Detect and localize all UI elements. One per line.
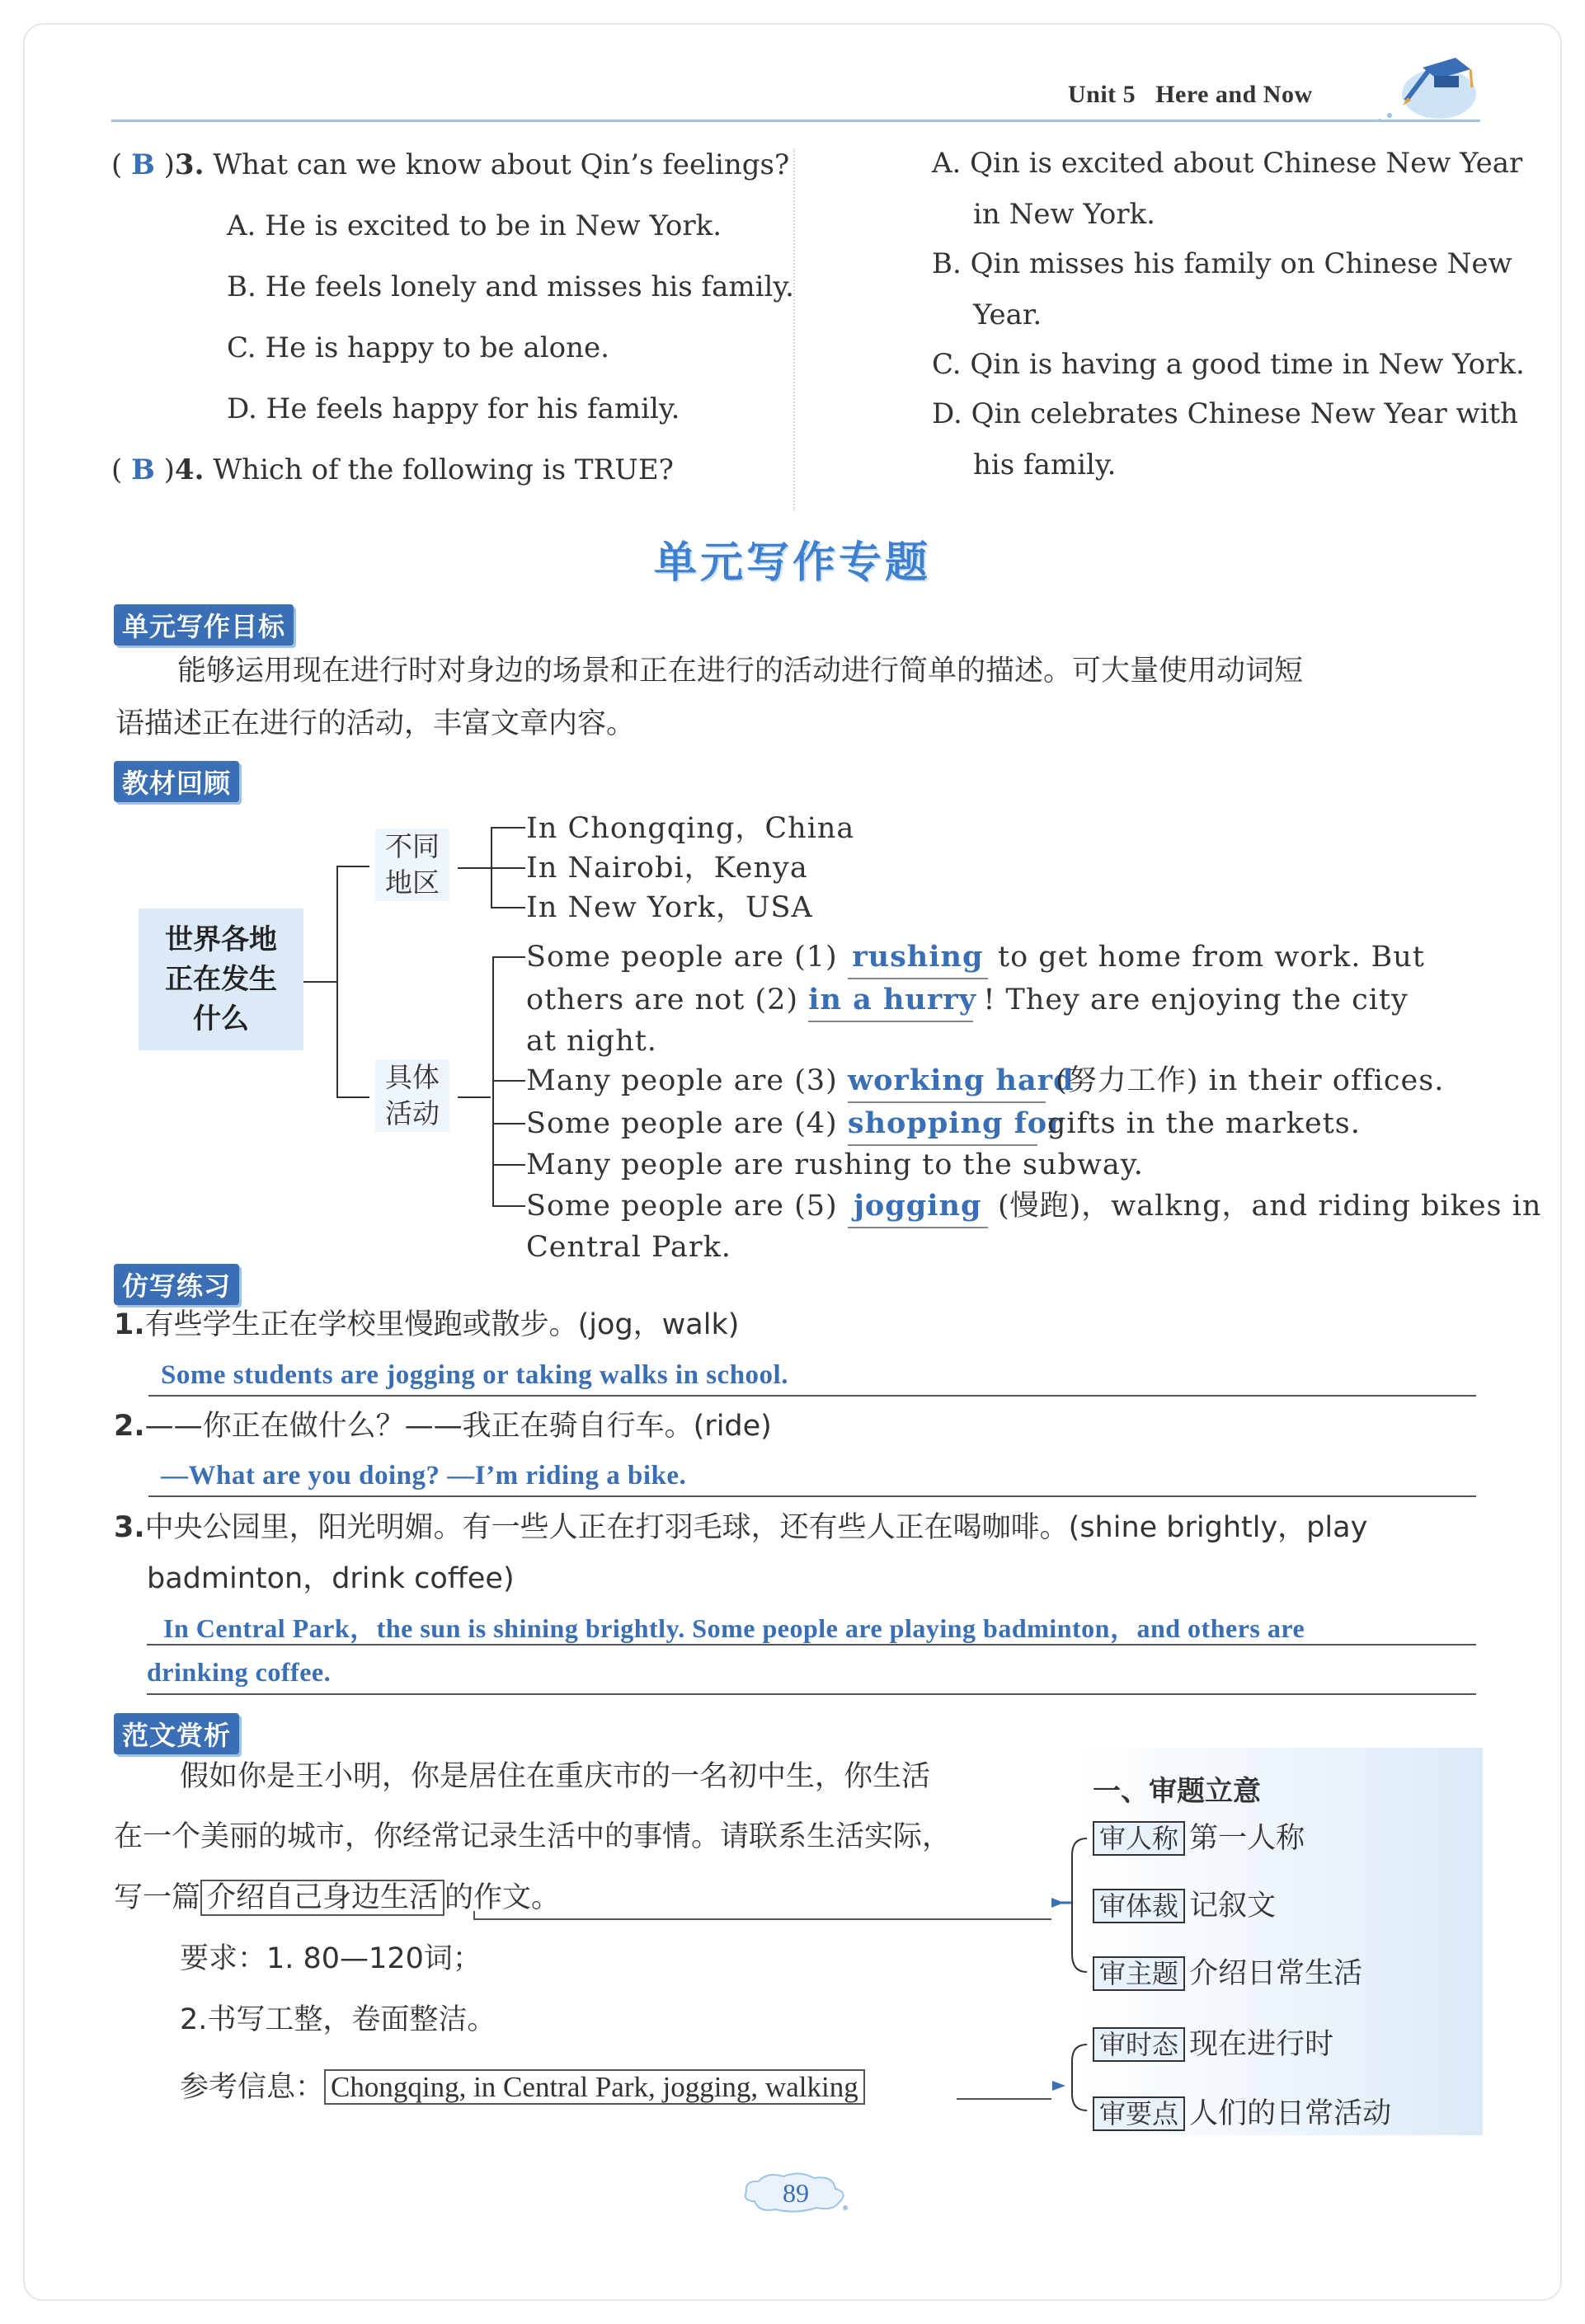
text: Some people are (4) [526,1107,838,1140]
practice-3-answer-cont: drinking coffee. [147,1657,332,1687]
activity-line-1 [526,937,1425,979]
analysis-tag: 审时态 [1093,2027,1185,2062]
prompt-text: 中央公园里，阳光明媚。有一些人正在打羽毛球，还有些人正在喝咖啡。(shine brightly，play [144,1511,1368,1544]
branch-line: 活动 [385,1097,440,1129]
connector [492,1123,525,1124]
analysis-tag: 审人称 [1093,1821,1185,1856]
analysis-item-1 [1093,1815,1305,1857]
connector [492,1080,525,1082]
blank-1: rushing [848,937,988,979]
activity-line-4 [526,1060,1444,1103]
branch-line: 地区 [385,866,440,899]
topic-box: 介绍自己身边生活 [200,1880,444,1916]
page-number: 89 [783,2178,809,2208]
option-b: B. Qin misses his family on Chinese New [932,247,1512,280]
text: Some people are (5) [526,1190,838,1223]
connector [491,907,525,908]
text: others are not (2) [526,984,799,1016]
connector [336,866,338,1096]
prompt-line-2: 在一个美丽的城市，你经常记录生活中的事情。请联系生活实际， [114,1820,952,1853]
branch-activities [375,1059,449,1132]
root-line-1: 世界各地 [165,923,277,956]
option-d-cont: his family. [973,448,1117,481]
goal-tag: 单元写作目标 [114,604,294,646]
connector [458,867,491,869]
question-text: What can we know about Qin’s feelings? [213,148,790,181]
reference-box: Chongqing, in Central Park, jogging, walking [324,2069,865,2105]
analysis-value: 介绍日常生活 [1189,1957,1363,1990]
question-number: 3. [174,148,205,181]
text: ! They are enjoying the city [983,984,1409,1016]
activity-line-2 [526,979,1409,1022]
option-d: D. Qin celebrates Chinese New Year with [932,397,1519,430]
mindmap-root [139,908,303,1050]
text: 的作文。 [444,1881,561,1914]
option-b: B. He feels lonely and misses his family. [227,270,794,303]
connector [492,1164,525,1166]
activity-line-7 [526,1185,1541,1228]
text: gifts in the markets. [1047,1107,1361,1140]
analysis-item-3 [1093,1951,1362,1992]
analysis-tag: 审要点 [1093,2096,1185,2131]
connector [336,1096,369,1098]
prompt-text: 有些学生正在学校里慢跑或散步。(jog，walk) [144,1308,740,1341]
connector [336,866,369,867]
practice-2-answer: —What are you doing? —I’m riding a bike. [161,1461,687,1491]
connector [492,956,525,958]
blank-3: working hard [848,1060,1046,1103]
analysis-item-2 [1093,1883,1276,1924]
reference-info [180,2063,865,2112]
answer-4: B [131,453,155,486]
option-a-cont: in New York. [973,198,1155,231]
text: (慢跑)，walkng，and riding bikes in [998,1190,1542,1223]
graduation-cap-icon [1373,51,1480,125]
item-number: 3. [114,1511,145,1544]
review-tag: 教材回顾 [114,761,239,802]
blank-5: jogging [848,1185,988,1228]
header-rule [111,120,1480,122]
option-d: D. He feels happy for his family. [227,392,680,425]
reference-label: 参考信息： [180,2071,325,2104]
column-divider [793,148,795,511]
connector [491,827,525,829]
practice-1-answer: Some students are jogging or taking walks in school. [161,1360,788,1390]
root-line-3: 什么 [193,1002,249,1035]
question-text: Which of the following is TRUE? [213,453,674,486]
activity-line-3: at night. [526,1025,657,1058]
question-number: 4. [174,453,205,486]
requirement-1: 要求：1. 80—120词； [180,1942,482,1975]
place-chongqing: In Chongqing，China [526,812,855,845]
analysis-tag: 审主题 [1093,1956,1185,1991]
branch-line: 具体 [385,1061,440,1093]
requirement-2: 2.书写工整，卷面整洁。 [180,2003,496,2036]
analysis-item-4 [1093,2021,1333,2063]
option-a: A. He is excited to be in New York. [227,209,722,242]
analysis-value: 第一人称 [1189,1822,1305,1855]
analysis-value: 现在进行时 [1189,2028,1334,2061]
goal-line-1: 能够运用现在进行时对身边的场景和正在进行的活动进行简单的描述。可大量使用动词短 [177,655,1304,688]
item-number: 2. [114,1410,145,1443]
option-b-cont: Year. [973,298,1042,331]
answer-line-3b [147,1657,1476,1695]
place-new-york: In New York，USA [526,891,813,924]
practice-3-prompt-cont: badminton，drink coffee) [147,1562,515,1595]
connector [458,1096,491,1098]
activity-line-8: Central Park. [526,1231,731,1264]
unit-label: Unit 5 [1068,81,1136,108]
text: Some people are (1) [526,941,838,974]
text: (努力工作) in their offices. [1056,1064,1445,1097]
answer-line-2 [148,1461,1476,1497]
model-tag: 范文赏析 [114,1713,239,1754]
answer-line-3a [147,1608,1476,1646]
practice-3-answer: In Central Park，the sun is shining brightly. Some people are playing badminton，and others are [163,1613,1305,1643]
text: Many people are (3) [526,1064,838,1097]
text: to get home from work. But [998,941,1425,974]
branch-regions [375,829,449,901]
analysis-title: 一、审题立意 [1093,1775,1261,1808]
activity-line-5 [526,1103,1361,1146]
text: 写一篇 [114,1881,201,1914]
blank-2: in a hurry [808,979,973,1022]
analysis-value: 人们的日常活动 [1189,2097,1392,2130]
section-title: 单元写作专题 [653,538,931,588]
prompt-text: ——你正在做什么？——我正在骑自行车。(ride) [144,1410,772,1443]
activity-line-6: Many people are rushing to the subway. [526,1148,1144,1181]
option-c: C. Qin is having a good time in New York. [932,348,1525,381]
header-unit-title [1068,81,1313,109]
goal-line-2: 语描述正在进行的活动，丰富文章内容。 [115,707,636,740]
practice-tag: 仿写练习 [114,1264,239,1305]
option-a: A. Qin is excited about Chinese New Year [932,147,1523,180]
practice-3-prompt [114,1507,1367,1548]
unit-title: Here and Now [1155,81,1313,108]
practice-1-prompt [114,1304,739,1345]
connector [491,867,525,869]
connector [303,981,336,983]
prompt-line-3 [114,1873,560,1923]
practice-2-prompt [114,1406,772,1447]
branch-line: 不同 [385,830,440,862]
answer-3: B [131,148,155,181]
place-nairobi: In Nairobi，Kenya [526,852,808,885]
blank-4: shopping for [848,1103,1037,1146]
connector [492,1205,525,1207]
question-3: ( B )3. What can we know about Qin’s feelings? [111,148,790,181]
prompt-line-1: 假如你是王小明，你是居住在重庆市的一名初中生，你生活 [180,1760,931,1793]
answer-line-1 [148,1360,1476,1397]
question-4: ( B )4. Which of the following is TRUE? [111,453,674,486]
analysis-item-5 [1093,2091,1391,2132]
analysis-tag: 审体裁 [1093,1889,1185,1923]
option-c: C. He is happy to be alone. [227,331,609,364]
item-number: 1. [114,1308,145,1341]
root-line-2: 正在发生 [165,963,277,996]
analysis-value: 记叙文 [1189,1890,1277,1923]
